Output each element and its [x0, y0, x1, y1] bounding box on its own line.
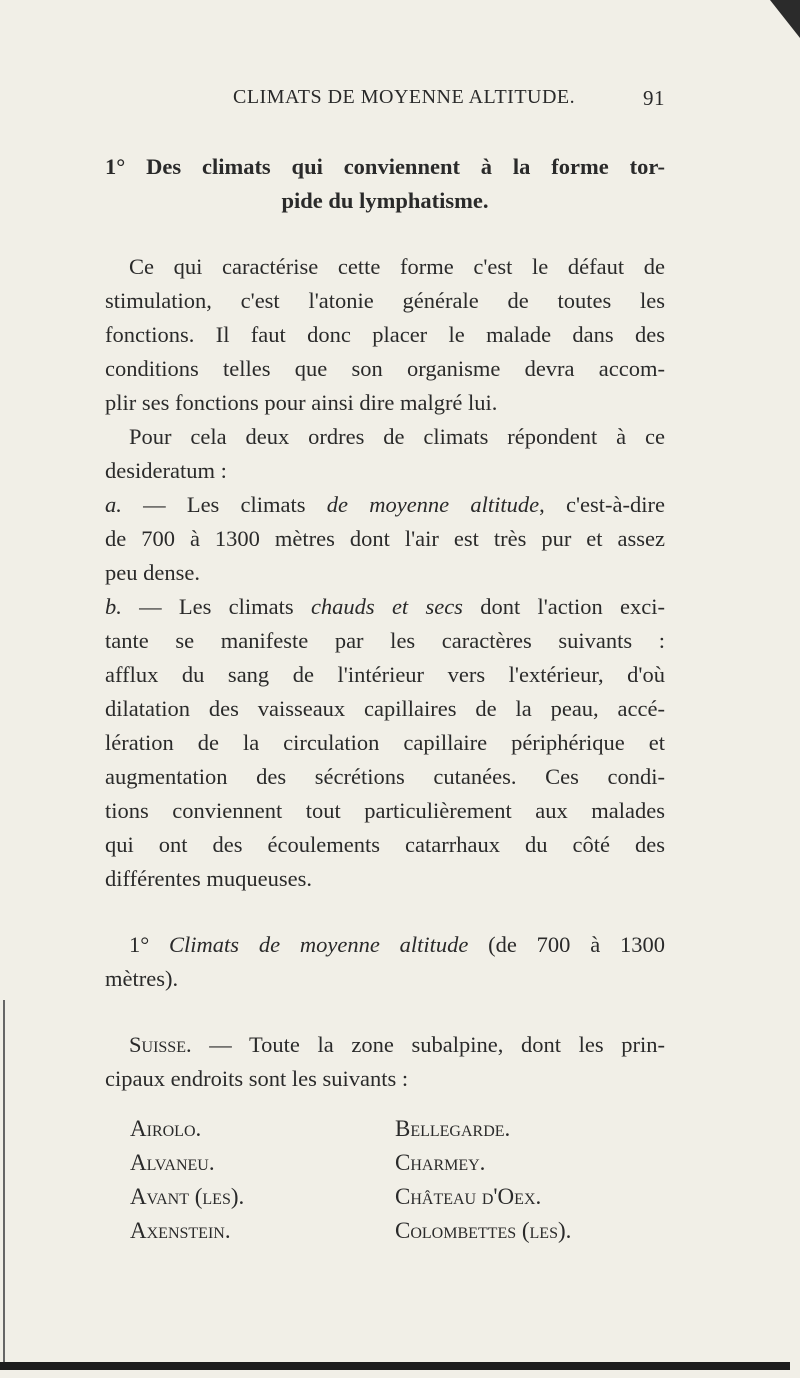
text: — Les climats	[121, 594, 311, 619]
text-line	[105, 454, 665, 488]
text-line	[105, 962, 665, 996]
text: peu dense.	[105, 560, 200, 585]
running-header	[105, 86, 665, 114]
text: stimulation, c'est l'atonie générale de toutes les	[105, 288, 665, 313]
text-line	[105, 658, 665, 692]
text: tante se manifeste par les caractères suivants :	[105, 628, 665, 653]
place-item: Colombettes (les).	[395, 1218, 572, 1243]
text-line	[105, 318, 665, 352]
italic-text: de moyenne altitude	[326, 492, 540, 517]
text: afflux du sang de l'intérieur vers l'extérieur, d'où	[105, 662, 665, 687]
text: conditions telles que son organisme devra accom-	[105, 356, 665, 381]
text: 1°	[129, 932, 170, 957]
text-line	[105, 590, 665, 624]
section-heading	[105, 150, 665, 218]
italic-text: chauds et secs	[310, 594, 463, 619]
bold-text: 1° Des climats qui conviennent à la forme tor-	[105, 154, 665, 179]
place-item: Avant (les).	[130, 1184, 245, 1209]
scan-border	[0, 1362, 790, 1370]
bold-text: pide du lymphatisme.	[281, 188, 489, 213]
place-list-right	[395, 1112, 660, 1248]
text: dont l'action exci-	[462, 594, 665, 619]
text: différentes muqueuses.	[105, 866, 313, 891]
text: cipaux endroits sont les suivants :	[105, 1066, 409, 1091]
text: — Toute la zone subalpine, dont les prin-	[191, 1032, 665, 1057]
text: , c'est-à-dire	[539, 492, 665, 517]
text-line	[105, 1028, 665, 1062]
page-corner-shadow	[770, 0, 800, 38]
text: qui ont des écoulements catarrhaux du côté des	[105, 832, 665, 857]
text-line	[105, 352, 665, 386]
page-body	[105, 150, 665, 1248]
text-line	[105, 284, 665, 318]
place-list	[105, 1112, 665, 1248]
place-item: Axenstein.	[130, 1218, 231, 1243]
text: plir ses fonctions pour ainsi dire malgré lui.	[105, 390, 498, 415]
text-line	[105, 828, 665, 862]
paragraph	[105, 928, 665, 996]
place-item: Charmey.	[395, 1150, 486, 1175]
small-caps-text: Suisse.	[129, 1032, 192, 1057]
text-line	[105, 928, 665, 962]
text-line	[105, 150, 665, 184]
text: mètres).	[105, 966, 179, 991]
place-item: Château d'Oex.	[395, 1184, 542, 1209]
page-edge	[3, 1000, 5, 1368]
text-line	[105, 522, 665, 556]
text-line	[105, 760, 665, 794]
text: dilatation des vaisseaux capillaires de la peau, accé-	[105, 696, 665, 721]
text: (de 700 à 1300	[468, 932, 665, 957]
text-line	[105, 624, 665, 658]
paragraph	[105, 1028, 665, 1096]
text-line	[105, 862, 665, 896]
text-line	[105, 794, 665, 828]
text-line	[105, 420, 665, 454]
place-item: Alvaneu.	[130, 1150, 215, 1175]
text-line	[105, 488, 665, 522]
text: lération de la circulation capillaire périphérique et	[105, 730, 665, 755]
running-title: CLIMATS DE MOYENNE ALTITUDE.	[233, 86, 576, 108]
text-line	[105, 1062, 665, 1096]
page-number: 91	[643, 86, 665, 110]
text: Pour cela deux ordres de climats répondent à ce	[129, 424, 665, 449]
text: fonctions. Il faut donc placer le malade dans des	[105, 322, 665, 347]
text: desideratum :	[105, 458, 227, 483]
text: augmentation des sécrétions cutanées. Ces condi-	[105, 764, 665, 789]
text-line	[105, 556, 665, 590]
paragraph-gap	[105, 218, 665, 250]
place-list-left	[130, 1112, 395, 1248]
text-line	[105, 386, 665, 420]
text: tions conviennent tout particulièrement aux malades	[105, 798, 665, 823]
text-line	[105, 250, 665, 284]
paragraph	[105, 250, 665, 896]
place-item: Airolo.	[130, 1116, 202, 1141]
text: Ce qui caractérise cette forme c'est le défaut de	[129, 254, 665, 279]
text-line	[105, 726, 665, 760]
text: de 700 à 1300 mètres dont l'air est très pur et assez	[105, 526, 665, 551]
italic-text: a.	[105, 492, 122, 517]
italic-text: b.	[105, 594, 122, 619]
paragraph-gap	[105, 896, 665, 928]
place-item: Bellegarde.	[395, 1116, 511, 1141]
paragraph-gap	[105, 996, 665, 1028]
text-line	[105, 692, 665, 726]
text: — Les climats	[121, 492, 327, 517]
italic-text: Climats de moyenne altitude	[169, 932, 469, 957]
text-line	[105, 184, 665, 218]
